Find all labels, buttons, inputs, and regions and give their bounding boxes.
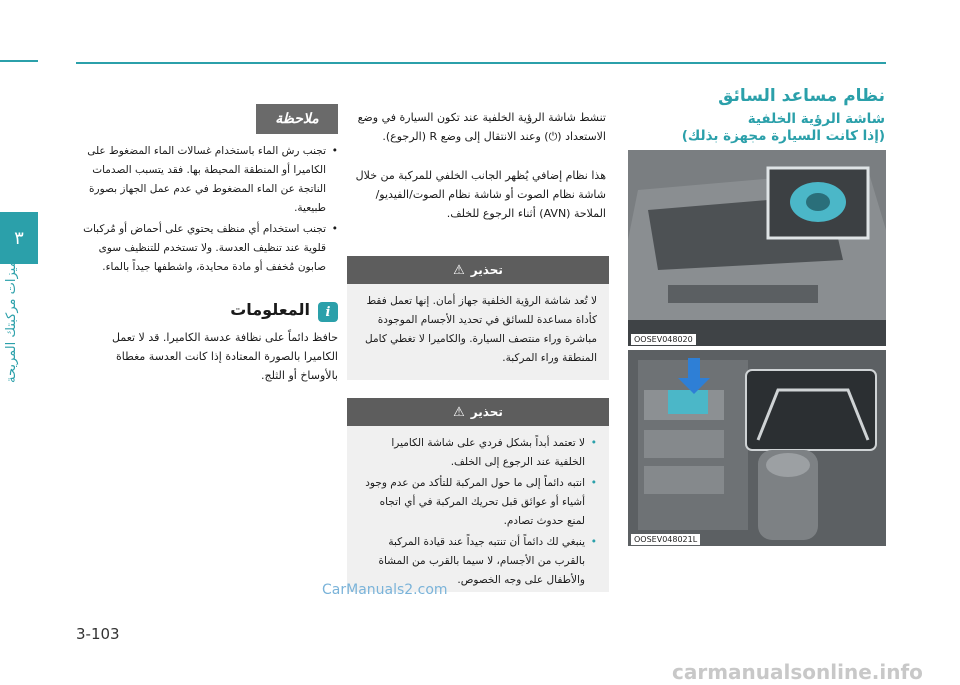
list-item: • تجنب استخدام أي منظف يحتوي على أحماض أو مُركبات قلوية عند تنظيف العدسة. ولا تستخدم للتنظيف سوى صابون مُخفف أو مادة محايدة، واشطفها جيداً بالماء. xyxy=(76,220,338,277)
warning-box xyxy=(347,398,609,592)
rear-camera-photo xyxy=(628,150,886,346)
top-rule xyxy=(76,62,886,64)
warning-box xyxy=(347,256,609,380)
warning-list xyxy=(359,434,597,590)
watermark-text: carmanualsonline.info xyxy=(672,660,923,684)
warning-triangle-icon: ⚠ xyxy=(453,262,465,278)
information-label: المعلومات xyxy=(230,300,310,319)
information-text: حافظ دائماً على نظافة عدسة الكاميرا. قد لا تعمل الكاميرا بالصورة المعتادة إذا كانت العدسة مغطاة بالأوساخ أو الثلج. xyxy=(112,331,338,382)
info-icon: i xyxy=(318,302,338,322)
chapter-side-tab xyxy=(0,0,38,685)
list-item: • ينبغي لك دائماً أن تنتبه جيداً عند قيادة المركبة بالقرب من الأجسام، لا سيما بالقرب من المشاة والأطفال على وجه الخصوص. xyxy=(359,533,597,590)
caution-list xyxy=(76,142,338,279)
page-number: 3-103 xyxy=(76,625,120,643)
warning-header xyxy=(347,398,609,426)
car-rear-illustration xyxy=(628,150,886,346)
list-item: • تجنب رش الماء باستخدام غسالات الماء المضغوط على الكاميرا أو المنطقة المحيطة بها. فقد يتسبب الصدمات الناتجة عن الماء المضغوط في عدم عمل الجهاز بصورة طبيعية. xyxy=(76,142,338,218)
description-paragraph: هذا نظام إضافي يُظهر الجانب الخلفي للمركبة من خلال شاشة نظام الصوت أو شاشة نظام الصوت/الفيديو/الملاحة (AVN) أثناء الرجوع للخلف. xyxy=(355,169,606,220)
warning-body xyxy=(347,426,609,598)
section-title: نظام مساعد السائق xyxy=(718,86,885,106)
side-tab-rule xyxy=(0,60,38,62)
chapter-title: ميزات مركبتك المريحة xyxy=(4,260,19,384)
warning-text: لا تُعد شاشة الرؤية الخلفية جهاز أمان. إنها تعمل فقط كأداة مساعدة للسائق في تحديد الأجسام الموجودة مباشرة وراء منتصف السيارة. والكاميرا لا تغطي كامل المنطقة وراء المركبة. xyxy=(365,295,597,364)
gear-shifter-photo xyxy=(628,350,886,546)
gear-and-screen-illustration xyxy=(628,350,886,546)
caution-header: ملاحظة xyxy=(256,104,338,134)
intro-paragraph: تنشط شاشة الرؤية الخلفية عند تكون السيارة في وضع الاستعداد (⏻) وعند الانتقال إلى وضع R (الرجوع). xyxy=(357,111,606,143)
photo-code: OOSEV048021L xyxy=(631,534,700,545)
information-header xyxy=(76,300,338,324)
watermark-link[interactable]: CarManuals2.com xyxy=(322,582,448,598)
warning-header xyxy=(347,256,609,284)
photo-code: OOSEV048020 xyxy=(631,334,696,345)
subsection-title-note: (إذا كانت السيارة مجهزة بذلك) xyxy=(681,128,885,144)
warning-triangle-icon: ⚠ xyxy=(453,404,465,420)
warning-label: تحذير xyxy=(470,405,503,419)
list-item: • لا تعتمد أبداً بشكل فردي على شاشة الكاميرا الخلفية عند الرجوع إلى الخلف. xyxy=(359,434,597,472)
list-item: • انتبه دائماً إلى ما حول المركبة للتأكد من عدم وجود أشياء أو عوائق قبل تحريك المركبة في أي اتجاه لمنع حدوث تصادم. xyxy=(359,474,597,531)
subsection-title: شاشة الرؤية الخلفية xyxy=(747,111,885,127)
warning-label: تحذير xyxy=(470,263,503,277)
chapter-number: ٣ xyxy=(0,212,38,264)
